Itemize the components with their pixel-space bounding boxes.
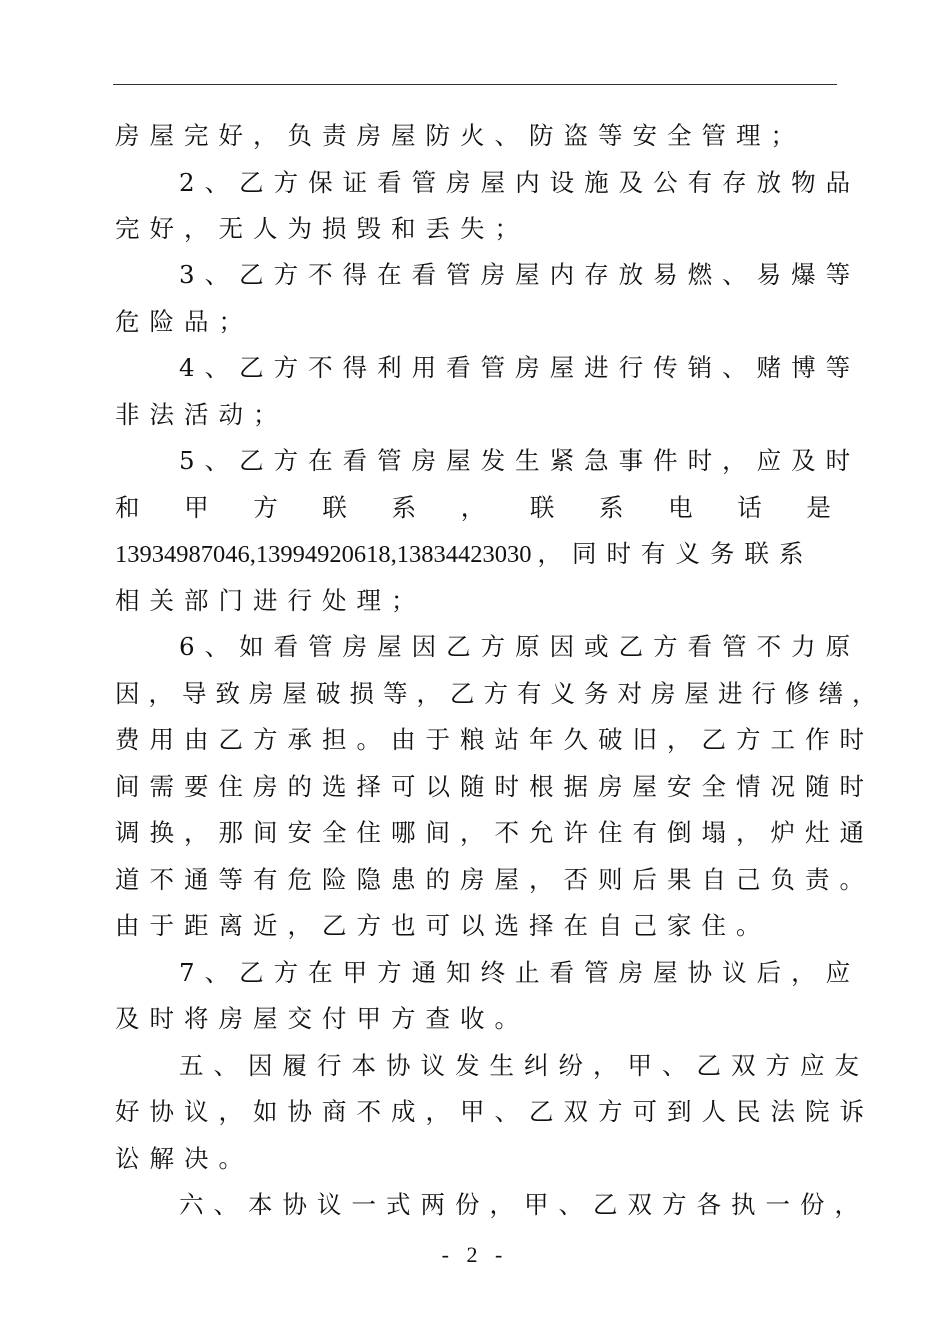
text-line: 好协议，如协商不成，甲、乙双方可到人民法院诉 <box>115 1097 874 1126</box>
text-line: 房屋完好，负责房屋防火、防盗等安全管理； <box>115 121 805 150</box>
text-line: 道不通等有危险隐患的房屋，否则后果自己负责。 <box>115 865 874 894</box>
text-line: 五、因履行本协议发生纠纷，甲、乙双方应友 <box>179 1051 869 1080</box>
phone-numbers: 13934987046,13994920618,13834423030 <box>115 541 532 568</box>
text-line: 相关部门进行处理； <box>115 586 426 615</box>
header-rule <box>113 84 837 85</box>
text-line: 5、乙方在看管房屋发生紧急事件时，应及时 <box>179 446 861 475</box>
text-char: 甲 <box>184 493 209 522</box>
text-char: 是 <box>806 493 831 522</box>
text-line: 因，导致房屋破损等，乙方有义务对房屋进行修缮， <box>115 679 886 708</box>
text-line-justified <box>115 491 831 525</box>
text-line: 由于距离近，乙方也可以选择在自己家住。 <box>115 911 771 940</box>
phone-numbers-line <box>115 537 831 571</box>
text-char: 电 <box>668 493 693 522</box>
text-char: ， <box>460 493 486 522</box>
text-char: 和 <box>115 493 140 522</box>
text-line: 危险品； <box>115 307 253 336</box>
text-line: 2、乙方保证看管房屋内设施及公有存放物品 <box>179 168 861 197</box>
text-line: 讼解决。 <box>115 1144 253 1173</box>
text-line: 间需要住房的选择可以随时根据房屋安全情况随时 <box>115 772 874 801</box>
text-char: 联 <box>529 493 555 522</box>
text-char: 联 <box>322 493 347 522</box>
phone-line-rest: ，同时有义务联系 <box>537 539 814 568</box>
text-char: 话 <box>737 493 762 522</box>
page-number: - 2 - <box>441 1242 509 1267</box>
text-line: 4、乙方不得利用看管房屋进行传销、赌博等 <box>179 353 861 382</box>
text-line: 及时将房屋交付甲方查收。 <box>115 1004 529 1033</box>
text-line: 六、本协议一式两份，甲、乙双方各执一份， <box>179 1190 869 1219</box>
text-line: 7、乙方在甲方通知终止看管房屋协议后，应 <box>179 958 861 987</box>
text-line: 费用由乙方承担。由于粮站年久破旧，乙方工作时 <box>115 725 874 754</box>
text-line: 3、乙方不得在看管房屋内存放易燃、易爆等 <box>179 260 861 289</box>
text-char: 系 <box>598 493 624 522</box>
text-char: 方 <box>253 493 278 522</box>
text-line: 非法活动； <box>115 400 288 429</box>
text-line: 调换，那间安全住哪间，不允许住有倒塌，炉灶通 <box>115 818 874 847</box>
text-line: 完好，无人为损毁和丢失； <box>115 214 529 243</box>
text-char: 系 <box>391 493 417 522</box>
text-line: 6、如看管房屋因乙方原因或乙方看管不力原 <box>179 632 861 661</box>
